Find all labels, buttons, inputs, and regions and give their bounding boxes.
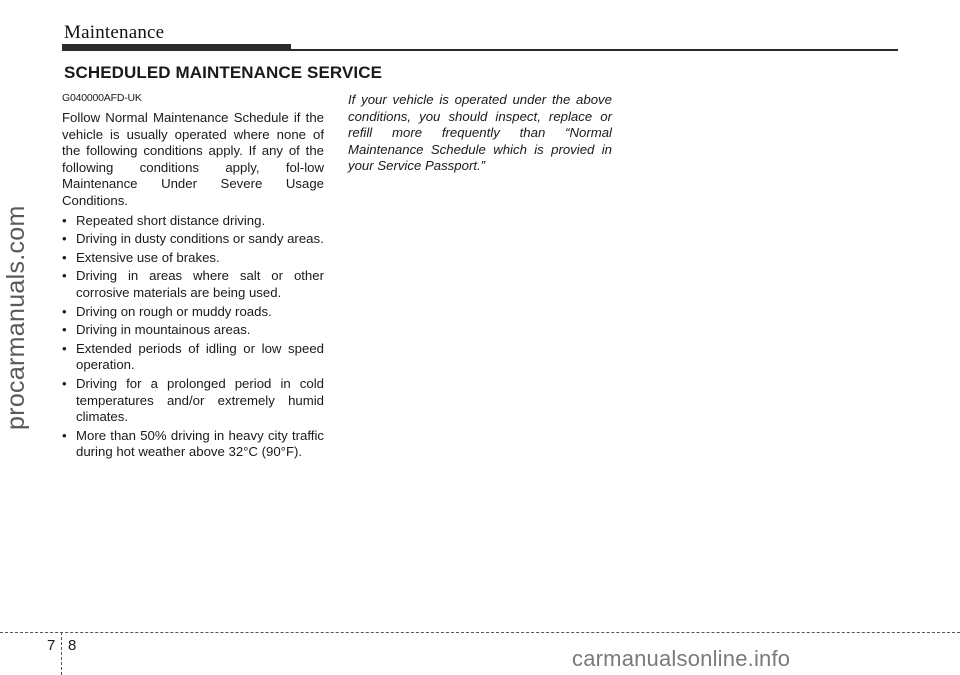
condition-text: Driving in mountainous areas.	[76, 322, 251, 338]
list-item	[62, 231, 324, 248]
footer-rule	[0, 632, 960, 633]
condition-text: Repeated short distance driving.	[76, 212, 266, 228]
conditions-list	[62, 213, 324, 461]
bullet-icon: •	[62, 212, 67, 228]
condition-text: Extensive use of brakes.	[76, 249, 220, 265]
intro-paragraph: Follow Normal Maintenance Schedule if the vehicle is usually operated where none of the following conditions apply. If any of the following conditions apply, fol-low Maintenance Under Severe Usage Conditions.	[62, 110, 324, 208]
list-item	[62, 322, 324, 339]
list-item	[62, 341, 324, 374]
bullet-icon: •	[62, 268, 67, 284]
right-column	[348, 92, 612, 175]
bullet-icon: •	[62, 322, 67, 338]
bottom-watermark: carmanualsonline.info	[572, 646, 791, 671]
condition-text: Extended periods of idling or low speed operation.	[76, 340, 324, 373]
list-item	[62, 250, 324, 267]
left-column	[62, 92, 324, 463]
list-item	[62, 376, 324, 426]
bullet-icon: •	[62, 427, 67, 443]
bullet-icon: •	[62, 231, 67, 247]
header-rule-thin	[291, 49, 898, 51]
reference-code: G040000AFD-UK	[62, 92, 142, 104]
bullet-icon: •	[62, 375, 67, 391]
severe-usage-note: If your vehicle is operated under the above conditions, you should inspect, replace or refill more frequently than “Normal Maintenance Schedule which is provied in your Service Passport.”	[348, 92, 612, 174]
header-rule-thick	[62, 44, 291, 51]
bullet-icon: •	[62, 303, 67, 319]
list-item	[62, 213, 324, 230]
list-item	[62, 268, 324, 301]
section-heading: SCHEDULED MAINTENANCE SERVICE	[64, 63, 383, 82]
bullet-icon: •	[62, 249, 67, 265]
bullet-icon: •	[62, 340, 67, 356]
condition-text: More than 50% driving in heavy city traffic during hot weather above 32°C (90°F).	[76, 427, 324, 460]
list-item	[62, 304, 324, 321]
list-item	[62, 428, 324, 461]
footer-divider	[61, 632, 62, 675]
side-watermark: procarmanuals.com	[2, 205, 30, 430]
condition-text: Driving in areas where salt or other corrosive materials are being used.	[76, 268, 324, 300]
page-number: 8	[68, 637, 77, 654]
condition-text: Driving on rough or muddy roads.	[76, 303, 272, 319]
condition-text: Driving in dusty conditions or sandy areas.	[76, 231, 324, 247]
condition-text: Driving for a prolonged period in cold temperatures and/or extremely humid climates.	[76, 375, 324, 425]
chapter-number: 7	[47, 637, 56, 654]
chapter-title: Maintenance	[64, 22, 165, 43]
